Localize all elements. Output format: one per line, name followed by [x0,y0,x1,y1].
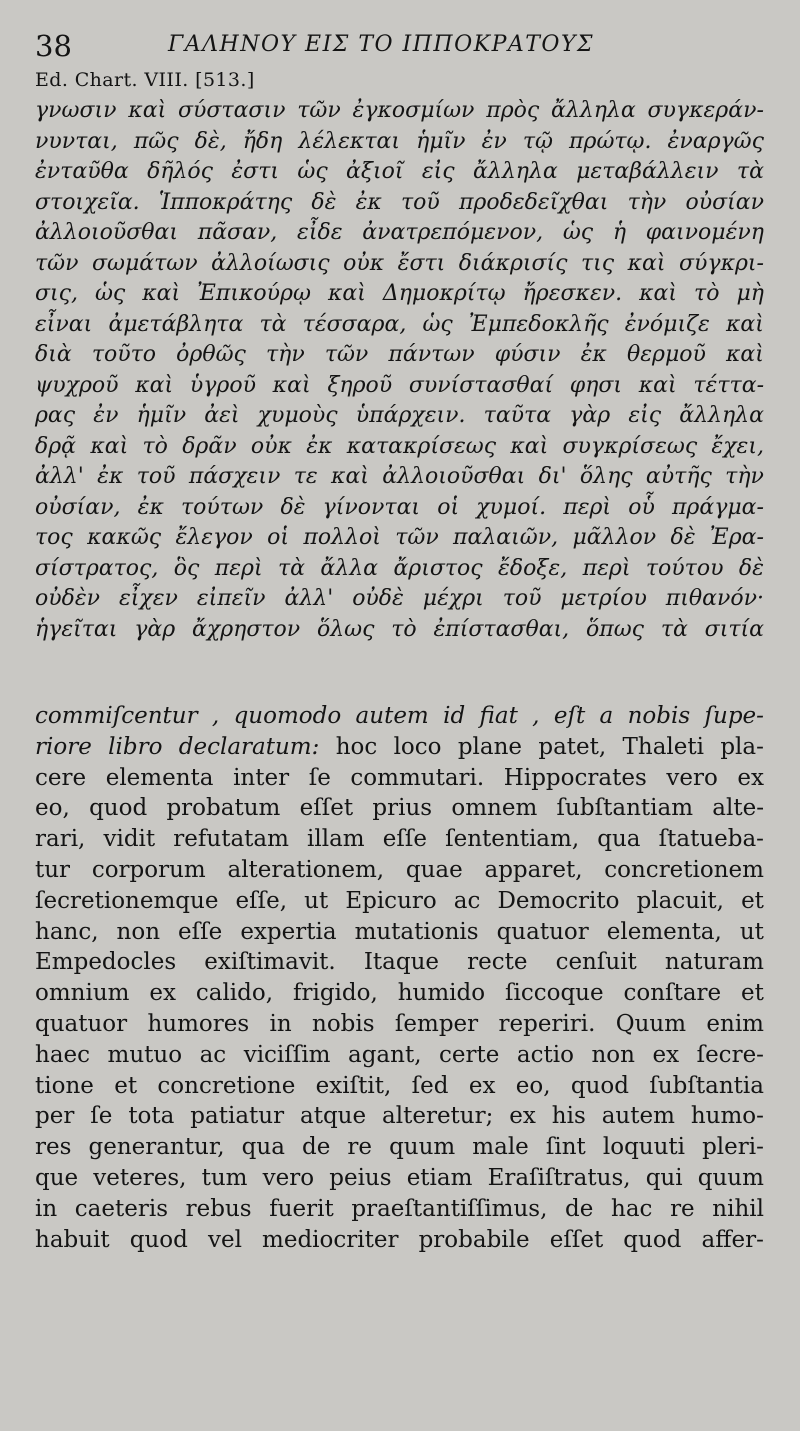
greek-line: ψυχροῦ καὶ ὑγροῦ καὶ ξηροῦ συνίστασθαί φησι καὶ τέττα- [35,372,764,398]
latin-line: riore libro declaratum: hoc loco plane patet, Thaleti pla- [35,733,764,760]
page-number: 38 [35,29,72,63]
greek-line: σις, ὡς καὶ Ἐπικούρῳ καὶ Δημοκρίτῳ ἤρεσκεν. καὶ τὸ μὴ [35,281,764,306]
latin-line: ſecretionemque eſſe, ut Epicuro ac Democrito placuit, et [35,887,764,914]
greek-line: στοιχεῖα. Ἱπποκράτης δὲ ἐκ τοῦ προδεδεῖχθαι τὴν οὐσίαν [35,189,764,215]
latin-line: tur corporum alterationem, quae apparet, concretionem [35,856,764,883]
latin-line: hanc, non eſſe expertia mutationis quatuor elementa, ut [35,918,764,945]
latin-line: per ſe tota patiatur atque alteretur; ex his autem humo- [35,1103,764,1130]
latin-text-block [35,701,764,1255]
latin-line: commiſcentur , quomodo autem id fiat , eſt a nobis ſupe- [35,703,764,729]
greek-line: ἀλλ' ἐκ τοῦ πάσχειν τε καὶ ἀλλοιοῦσθαι δι' ὅλης αὐτῆς τὴν [35,464,764,489]
latin-line: haec mutuo ac viciſſim agant, certe actio non ex ſecre- [35,1041,764,1068]
latin-line: cere elementa inter ſe commutari. Hippocrates vero ex [35,764,764,791]
latin-line: eo, quod probatum eſſet prius omnem ſubſtantiam alte- [35,795,764,822]
latin-line: res generantur, qua de re quum male ſint loquuti pleri- [35,1134,764,1161]
running-title: ΓΑΛΗΝΟΥ ΕΙΣ ΤΟ ΙΠΠΟΚΡΑΤΟΥΣ [168,32,595,57]
greek-line: ἐνταῦθα δῆλός ἐστι ὡς ἀξιοῖ εἰς ἄλληλα μεταβάλλειν τὰ [35,159,764,184]
latin-line: rari, vidit refutatam illam eſſe ſententiam, qua ſtatueba- [35,826,764,853]
latin-line: omnium ex calido, frigido, humido ſiccoque conſtare et [35,980,764,1007]
page-header [35,0,764,64]
latin-line: habuit quod vel mediocriter probabile eſſet quod affer- [35,1226,764,1253]
greek-line: οὐσίαν, ἐκ τούτων δὲ γίνονται οἱ χυμοί. περὶ οὗ πράγμα- [35,494,764,520]
greek-line: διὰ τοῦτο ὀρθῶς τὴν τῶν πάντων φύσιν ἐκ θερμοῦ καὶ [35,342,764,367]
greek-line: νυνται, πῶς δὲ, ἤδη λέλεκται ἡμῖν ἐν τῷ πρώτῳ. ἐναργῶς [35,128,764,154]
greek-line: δρᾷ καὶ τὸ δρᾶν οὐκ ἐκ κατακρίσεως καὶ συγκρίσεως ἔχει, [35,433,764,459]
latin-line: in caeteris rebus fuerit praeſtantiſſimus, de hac re nihil [35,1195,764,1222]
greek-line: ἀλλοιοῦσθαι πᾶσαν, εἶδε ἀνατρεπόμενον, ὡς ἡ φαινομένη [35,220,764,245]
greek-line: τῶν σωμάτων ἀλλοίωσις οὐκ ἔστι διάκρισίς τις καὶ σύγκρι- [35,250,764,276]
greek-line: τος κακῶς ἔλεγον οἱ πολλοὶ τῶν παλαιῶν, μᾶλλον δὲ Ἐρα- [35,525,764,550]
greek-line: σίστρατος, ὃς περὶ τὰ ἄλλα ἄριστος ἔδοξε, περὶ τούτου δὲ [35,555,764,581]
latin-line: quatuor humores in nobis ſemper reperiri. Quum enim [35,1010,764,1037]
greek-line: γνωσιν καὶ σύστασιν τῶν ἐγκοσμίων πρὸς ἄλληλα συγκεράν- [35,98,764,123]
latin-line: que veteres, tum vero peius etiam Eraſiſtratus, qui quum [35,1164,764,1191]
greek-line: εἶναι ἀμετάβλητα τὰ τέσσαρα, ὡς Ἐμπεδοκλῆς ἐνόμιζε καὶ [35,311,764,337]
greek-line: ρας ἐν ἡμῖν ἀεὶ χυμοὺς ὑπάρχειν. ταῦτα γὰρ εἰς ἄλληλα [35,403,764,428]
greek-line: οὐδὲν εἶχεν εἰπεῖν ἀλλ' οὐδὲ μέχρι τοῦ μετρίου πιθανόν· [35,586,764,611]
greek-text-block [35,96,764,645]
edition-reference: Ed. Chart. VIII. [513.] [35,69,255,91]
latin-line: tione et concretione exiſtit, ſed ex eo, quod ſubſtantia [35,1072,764,1099]
latin-line: Empedocles exiſtimavit. Itaque recte cenſuit naturam [35,949,764,976]
greek-line: ἡγεῖται γὰρ ἄχρηστον ὅλως τὸ ἐπίστασθαι, ὅπως τὰ σιτία [35,616,764,642]
